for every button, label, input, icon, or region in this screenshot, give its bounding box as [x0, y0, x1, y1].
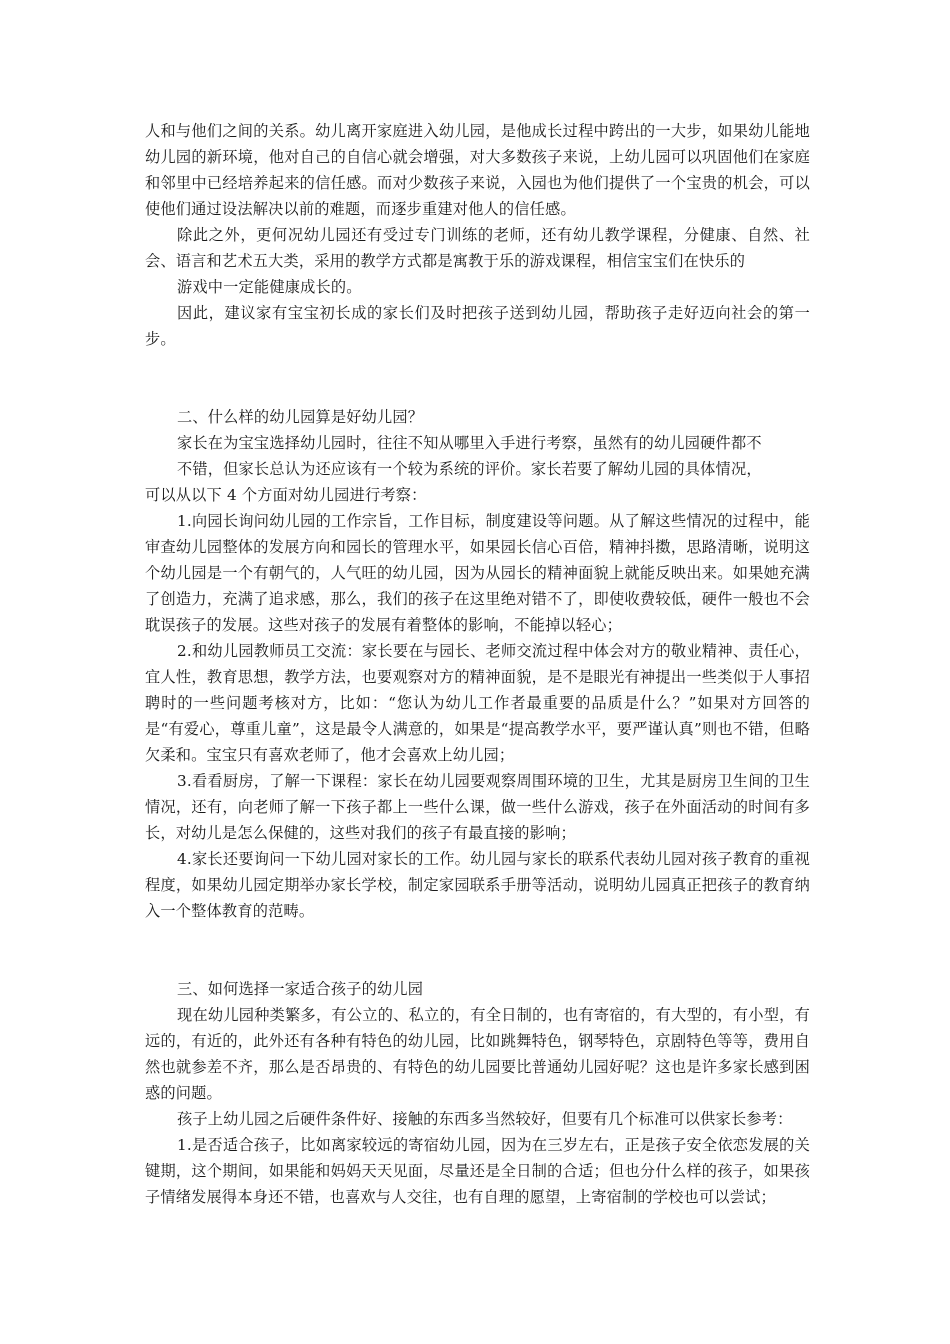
paragraph: 人和与他们之间的关系。幼儿离开家庭进入幼儿园，是他成长过程中跨出的一大步，如果幼儿能地幼儿园的新环境，他对自己的自信心就会增强，对大多数孩子来说，上幼儿园可以巩固他们在家庭和邻里中已经培养起来的信任感。而对少数孩子来说，入园也为他们提供了一个宝贵的机会，可以使他们通过设法解决以前的难题，而逐步重建对他人的信任感。 — [145, 122, 810, 218]
list-item: 3.看看厨房，了解一下课程：家长在幼儿园要观察周围环境的卫生，尤其是厨房卫生间的卫生情况，还有，向老师了解一下孩子都上一些什么课，做一些什么游戏，孩子在外面活动的时间有多长，对幼儿是怎么保健的，这些对我们的孩子有最直接的影响； — [145, 772, 810, 842]
paragraph: 孩子上幼儿园之后硬件条件好、接触的东西多当然较好，但要有几个标准可以供家长参考： — [177, 1110, 793, 1128]
paragraph: 除此之外，更何况幼儿园还有受过专门训练的老师，还有幼儿教学课程，分健康、自然、社会、语言和艺术五大类，采用的教学方式都是寓教于乐的游戏课程，相信宝宝们在快乐的 — [145, 226, 810, 270]
list-item: 1.向园长询问幼儿园的工作宗旨，工作目标，制度建设等问题。从了解这些情况的过程中，能审查幼儿园整体的发展方向和园长的管理水平，如果园长信心百倍，精神抖擞，思路清晰，说明这个幼儿园是一个有朝气的，人气旺的幼儿园，因为从园长的精神面貌上就能反映出来。如果她充满了创造力，充满了追求感，那么，我们的孩子在这里绝对错不了，即使收费较低，硬件一般也不会耽误孩子的发展。这些对孩子的发展有着整体的影响，不能掉以轻心； — [145, 512, 810, 634]
paragraph: 游戏中一定能健康成长的。 — [177, 278, 362, 296]
list-item: 1.是否适合孩子，比如离家较远的寄宿幼儿园，因为在三岁左右，正是孩子安全依恋发展的关键期，这个期间，如果能和妈妈天天见面，尽量还是全日制的合适；但也分什么样的孩子，如果孩子情绪发展得本身还不错，也喜欢与人交往，也有自理的愿望，上寄宿制的学校也可以尝试； — [145, 1136, 810, 1206]
paragraph: 现在幼儿园种类繁多，有公立的、私立的，有全日制的，也有寄宿的，有大型的，有小型，有远的，有近的，此外还有各种有特色的幼儿园，比如跳舞特色，钢琴特色，京剧特色等等，费用自然也就参差不齐，那么是否昂贵的、有特色的幼儿园要比普通幼儿园好呢？这也是许多家长感到困惑的问题。 — [145, 1006, 810, 1102]
paragraph: 可以从以下 4 个方面对幼儿园进行考察： — [145, 486, 427, 504]
list-item: 4.家长还要询问一下幼儿园对家长的工作。幼儿园与家长的联系代表幼儿园对孩子教育的重视程度，如果幼儿园定期举办家长学校，制定家园联系手册等活动，说明幼儿园真正把孩子的教育纳入一个整体教育的范畴。 — [145, 850, 810, 920]
section-heading: 三、如何选择一家适合孩子的幼儿园 — [177, 980, 424, 998]
paragraph: 不错，但家长总认为还应该有一个较为系统的评价。家长若要了解幼儿园的具体情况， — [177, 460, 762, 478]
section-heading: 二、什么样的幼儿园算是好幼儿园？ — [177, 408, 424, 426]
paragraph: 因此，建议家有宝宝初长成的家长们及时把孩子送到幼儿园，帮助孩子走好迈向社会的第一步。 — [145, 304, 810, 348]
document-body — [145, 118, 810, 1210]
paragraph: 家长在为宝宝选择幼儿园时，往往不知从哪里入手进行考察，虽然有的幼儿园硬件都不 — [177, 434, 762, 452]
list-item: 2.和幼儿园教师员工交流：家长要在与园长、老师交流过程中体会对方的敬业精神、责任心，宜人性，教育思想，教学方法，也要观察对方的精神面貌，是不是眼光有神提出一些类似于人事招聘时的一些问题考核对方，比如：“您认为幼儿工作者最重要的品质是什么？”如果对方回答的是“有爱心，尊重儿童”，这是最令人满意的，如果是“提高教学水平，要严谨认真”则也不错，但略欠柔和。宝宝只有喜欢老师了，他才会喜欢上幼儿园； — [145, 642, 810, 764]
